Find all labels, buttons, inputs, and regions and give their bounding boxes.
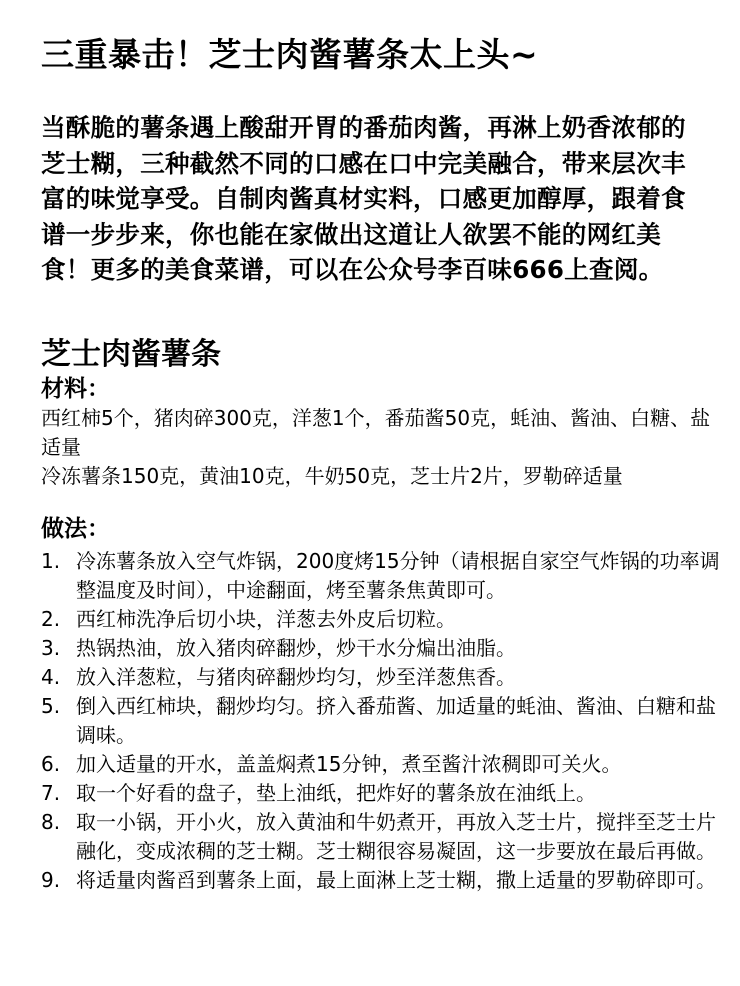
step-number: 3. (41, 636, 61, 660)
step-number: 9. (41, 868, 61, 892)
steps-heading: 做法： (41, 516, 110, 542)
step-item (41, 692, 721, 750)
page-title: 三重暴击！芝士肉酱薯条太上头~ (41, 35, 539, 74)
materials-list (41, 404, 721, 491)
step-number: 7. (41, 781, 61, 805)
step-item (41, 547, 721, 605)
step-number: 4. (41, 665, 61, 689)
step-text: 冷冻薯条放入空气炸锅，200度烤15分钟（请根据自家空气炸锅的功率调整温度及时间），中途翻面，烤至薯条焦黄即可。 (76, 549, 720, 602)
step-item (41, 663, 721, 692)
step-item (41, 808, 721, 866)
steps-list (41, 547, 721, 895)
step-text: 将适量肉酱舀到薯条上面，最上面淋上芝士糊，撒上适量的罗勒碎即可。 (76, 868, 716, 892)
step-text: 西红柿洗净后切小块，洋葱去外皮后切粒。 (76, 607, 456, 631)
step-number: 8. (41, 810, 61, 834)
materials-line: 西红柿5个，猪肉碎300克，洋葱1个，番茄酱50克，蚝油、酱油、白糖、盐适量 (41, 406, 711, 459)
recipe-title: 芝士肉酱薯条 (41, 337, 221, 372)
materials-line: 冷冻薯条150克，黄油10克，牛奶50克，芝士片2片，罗勒碎适量 (41, 464, 623, 488)
step-number: 1. (41, 549, 61, 573)
step-item (41, 866, 721, 895)
step-number: 2. (41, 607, 61, 631)
step-item (41, 750, 721, 779)
step-text: 取一小锅，开小火，放入黄油和牛奶煮开，再放入芝士片，搅拌至芝士片融化，变成浓稠的芝士糊。芝士糊很容易凝固，这一步要放在最后再做。 (76, 810, 716, 863)
step-item (41, 634, 721, 663)
step-text: 倒入西红柿块，翻炒均匀。挤入番茄酱、加适量的蚝油、酱油、白糖和盐调味。 (76, 694, 716, 747)
step-text: 放入洋葱粒，与猪肉碎翻炒均匀，炒至洋葱焦香。 (76, 665, 516, 689)
step-text: 取一个好看的盘子，垫上油纸，把炸好的薯条放在油纸上。 (76, 781, 596, 805)
step-text: 热锅热油，放入猪肉碎翻炒，炒干水分煸出油脂。 (76, 636, 516, 660)
step-number: 6. (41, 752, 61, 776)
step-number: 5. (41, 694, 61, 718)
step-item (41, 605, 721, 634)
intro-paragraph: 当酥脆的薯条遇上酸甜开胃的番茄肉酱，再淋上奶香浓郁的芝士糊，三种截然不同的口感在口中完美融合，带来层次丰富的味觉享受。自制肉酱真材实料，口感更加醇厚，跟着食谱一步步来，你也能在家做出这道让人欲罢不能的网红美食！更多的美食菜谱，可以在公众号李百味666上查阅。 (41, 113, 686, 284)
materials-heading: 材料： (41, 376, 110, 402)
step-text: 加入适量的开水，盖盖焖煮15分钟，煮至酱汁浓稠即可关火。 (76, 752, 622, 776)
step-item (41, 779, 721, 808)
